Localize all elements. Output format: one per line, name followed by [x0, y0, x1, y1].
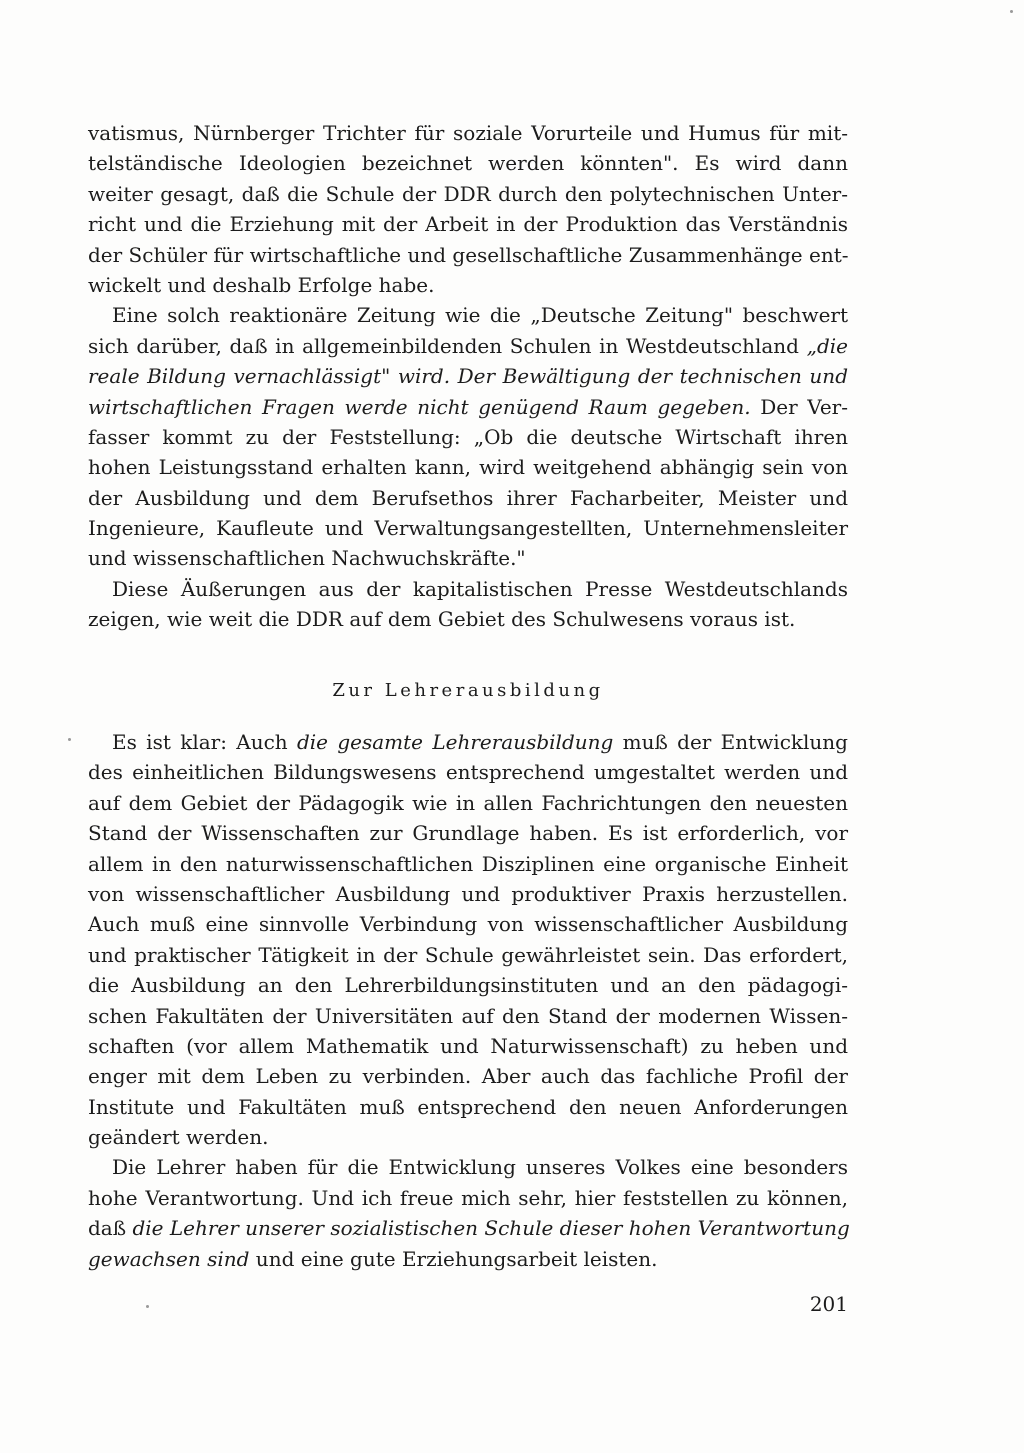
text-line: enger mit dem Leben zu verbinden. Aber auch das fachliche Profil der [88, 1064, 848, 1089]
text-line: richt und die Erziehung mit der Arbeit in der Produktion das Verständnis [88, 212, 848, 237]
text-line: fasser kommt zu der Feststellung: „Ob die deutsche Wirtschaft ihren [88, 424, 848, 449]
text-line: des einheitlichen Bildungswesens entsprechend umgestaltet werden und [88, 760, 848, 785]
text-line: Eine solch reaktionäre Zeitung wie die „Deutsche Zeitung" beschwert [112, 303, 848, 328]
text-line: hohen Leistungsstand erhalten kann, wird weitgehend abhängig sein von [88, 455, 848, 480]
text-block-upper [88, 118, 848, 635]
text-line: schen Fakultäten der Universitäten auf den Stand der modernen Wissen- [88, 1003, 848, 1028]
text-run: sich darüber, daß in allgemeinbildenden Schulen in Westdeutschland [88, 333, 807, 358]
italic-run: „die [806, 333, 848, 358]
text-line [88, 331, 848, 361]
text-line: Ingenieure, Kaufleute und Verwaltungsangestellten, Unternehmensleiter [88, 516, 848, 541]
text-line: Die Lehrer haben für die Entwicklung unseres Volkes eine besonders [112, 1155, 848, 1180]
italic-line: reale Bildung vernachlässigt" wird. Der Bewältigung der technischen und [88, 364, 848, 389]
text-line: von wissenschaftlicher Ausbildung und produktiver Praxis herzustellen. [88, 881, 848, 906]
text-line: vatismus, Nürnberger Trichter für soziale Vorurteile und Humus für mit- [88, 121, 848, 145]
text-line: telständische Ideologien bezeichnet werden könnten". Es wird dann [88, 151, 848, 176]
text-block-lower [88, 727, 848, 1274]
text-line: die Ausbildung an den Lehrerbildungsinstituten und an den pädagogi- [88, 973, 848, 998]
text-line: allem in den naturwissenschaftlichen Disziplinen eine organische Einheit [88, 851, 848, 876]
page-number: 201 [809, 1292, 848, 1316]
text-run: und eine gute Erziehungsarbeit leisten. [249, 1246, 658, 1271]
text-line: und praktischer Tätigkeit in der Schule gewährleistet sein. Das erfordert, [88, 942, 848, 967]
text-run: daß [88, 1216, 133, 1241]
text-line: schaften (vor allem Mathematik und Naturwissenschaft) zu heben und [88, 1033, 848, 1058]
text-run: muß der Entwicklung [613, 730, 848, 754]
text-line: auf dem Gebiet der Pädagogik wie in allen Fachrichtungen den neuesten [88, 790, 848, 815]
text-line: der Ausbildung und dem Berufsethos ihrer Facharbeiter, Meister und [88, 485, 848, 510]
text-line [88, 727, 848, 757]
text-line: wickelt und deshalb Erfolge habe. [88, 272, 435, 297]
text-line [88, 1244, 848, 1274]
italic-run: die gesamte Lehrerausbildung [296, 730, 614, 754]
italic-run: gewachsen sind [88, 1246, 250, 1271]
scan-speck [146, 1305, 149, 1308]
text-line [88, 1213, 848, 1243]
text-line [88, 392, 848, 422]
scan-speck [68, 738, 71, 741]
scan-speck [1010, 10, 1013, 13]
italic-run: wirtschaftlichen Fragen werde nicht genügend Raum gegeben. [88, 394, 751, 419]
text-line: und wissenschaftlichen Nachwuchskräfte." [88, 546, 526, 571]
text-line: geändert werden. [88, 1125, 269, 1150]
text-line: weiter gesagt, daß die Schule der DDR durch den polytechnischen Unter- [88, 181, 848, 206]
text-line: zeigen, wie weit die DDR auf dem Gebiet des Schulwesens voraus ist. [88, 607, 796, 632]
italic-run: die Lehrer unserer sozialistischen Schule dieser hohen Verantwortung [132, 1216, 850, 1241]
section-heading: Zur Lehrerausbildung [332, 680, 604, 701]
text-run: Der Ver- [750, 394, 848, 419]
text-line: Stand der Wissenschaften zur Grundlage haben. Es ist erforderlich, vor [88, 821, 848, 846]
text-line: Institute und Fakultäten muß entsprechend den neuen Anforderungen [88, 1094, 848, 1119]
text-line: der Schüler für wirtschaftliche und gesellschaftliche Zusammenhänge ent- [88, 242, 849, 267]
text-line: Auch muß eine sinnvolle Verbindung von wissenschaftlicher Ausbildung [88, 912, 848, 937]
text-run: Es ist klar: Auch [112, 730, 297, 754]
text-line: hohe Verantwortung. Und ich freue mich sehr, hier feststellen zu können, [88, 1185, 848, 1210]
text-line: Diese Äußerungen aus der kapitalistischen Presse Westdeutschlands [112, 576, 848, 601]
